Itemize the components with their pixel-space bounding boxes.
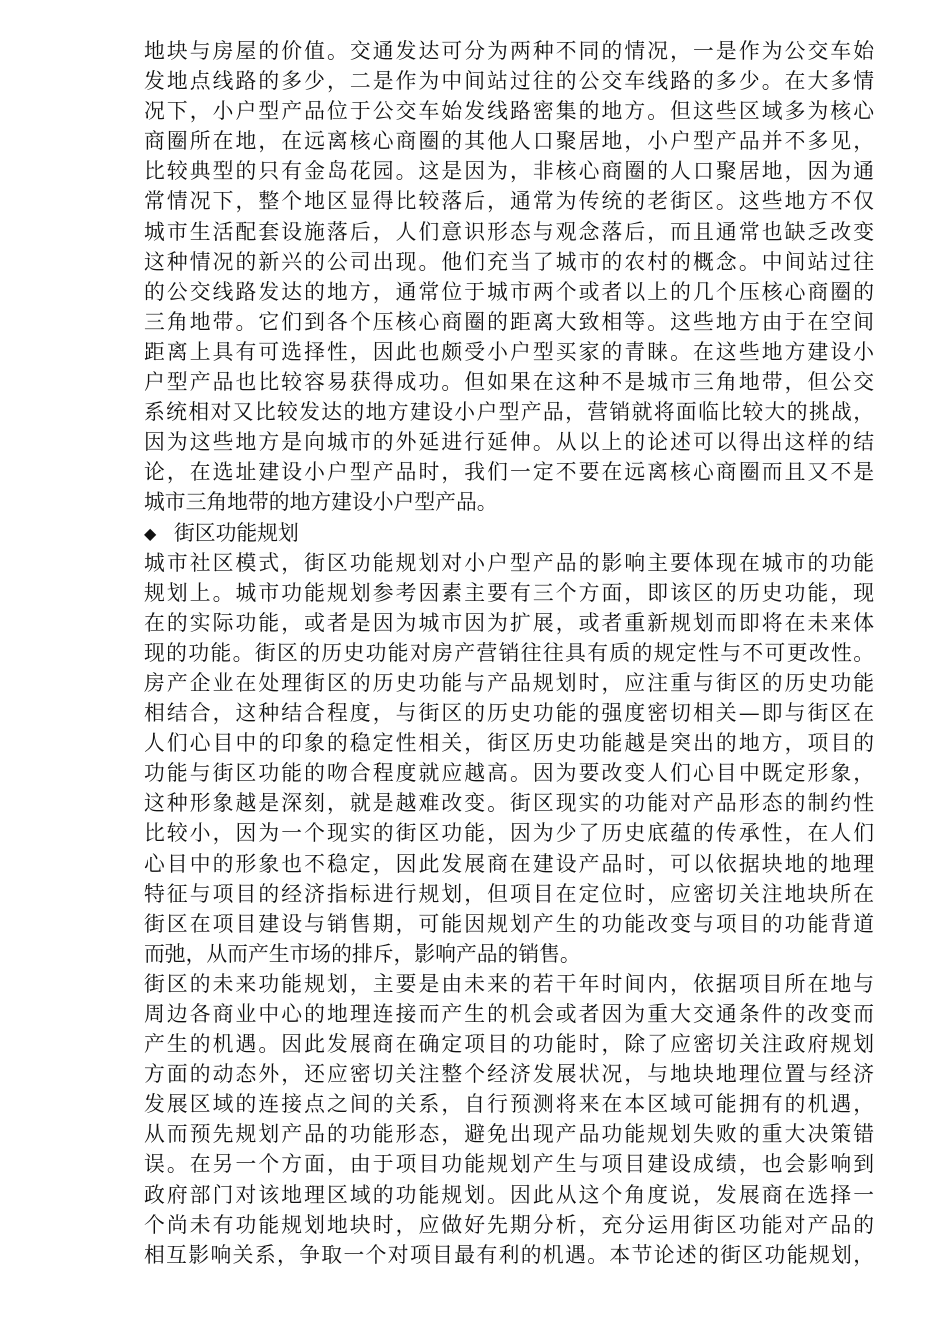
text-line: 功能与街区功能的吻合程度就应越高。因为要改变人们心目中既定形象，	[144, 761, 874, 786]
text-line: 规划上。城市功能规划参考因素主要有三个方面，即该区的历史功能，现	[144, 580, 874, 605]
text-line: 比较典型的只有金岛花园。这是因为，非核心商圈的人口聚居地，因为通	[144, 159, 874, 184]
text-line: 的公交线路发达的地方，通常位于城市两个或者以上的几个压核心商圈的	[144, 279, 874, 304]
text-line: 政府部门对该地理区域的功能规划。因此从这个角度说，发展商在选择一	[144, 1182, 874, 1207]
text-line: 而弛，从而产生市场的排斥，影响产品的销售。	[144, 941, 581, 966]
text-line: 这种情况的新兴的公司出现。他们充当了城市的农村的概念。中间站过往	[144, 249, 874, 274]
text-line: 现的功能。街区的历史功能对房产营销往往具有质的规定性与不可更改性。	[144, 640, 874, 665]
text-line: 误。在另一个方面，由于项目功能规划产生与项目建设成绩，也会影响到	[144, 1152, 874, 1177]
text-line: 个尚未有功能规划地块时，应做好先期分析，充分运用街区功能对产品的	[144, 1212, 874, 1237]
text-line: 发地点线路的多少，二是作为中间站过往的公交车线路的多少。在大多情	[144, 69, 874, 94]
document-page	[144, 36, 874, 1270]
text-line: 心目中的形象也不稳定，因此发展商在建设产品时，可以依据块地的地理	[144, 851, 874, 876]
text-line: 城市社区模式，街区功能规划对小户型产品的影响主要体现在城市的功能	[144, 550, 874, 575]
text-line: 户型产品也比较容易获得成功。但如果在这种不是城市三角地带，但公交	[144, 370, 874, 395]
section-heading	[144, 518, 874, 548]
text-line: 因为这些地方是向城市的外延进行延伸。从以上的论述可以得出这样的结	[144, 430, 874, 455]
text-line: 况下，小户型产品位于公交车始发线路密集的地方。但这些区域多为核心	[144, 99, 874, 124]
text-line: 方面的动态外，还应密切关注整个经济发展状况，与地块地理位置与经济	[144, 1062, 874, 1087]
section-heading-text: 街区功能规划	[174, 520, 299, 545]
text-line: 城市三角地带的地方建设小户型产品。	[144, 490, 498, 515]
text-line: 周边各商业中心的地理连接而产生的机会或者因为重大交通条件的改变而	[144, 1002, 874, 1026]
paragraph-transport	[144, 36, 874, 518]
paragraph-future-function	[144, 969, 874, 1270]
text-line: 相互影响关系，争取一个对项目最有利的机遇。本节论述的街区功能规划，	[144, 1242, 874, 1267]
text-line: 常情况下，整个地区显得比较落后，通常为传统的老街区。这些地方不仅	[144, 189, 874, 214]
text-line: 房产企业在处理街区的历史功能与产品规划时，应注重与街区的历史功能	[144, 670, 874, 695]
text-line: 地块与房屋的价值。交通发达可分为两种不同的情况，一是作为公交车始	[144, 39, 874, 63]
text-line: 相结合，这种结合程度，与街区的历史功能的强度密切相关—即与街区在	[144, 701, 874, 726]
text-line: 街区的未来功能规划，主要是由未来的若干年时间内，依据项目所在地与	[144, 971, 874, 996]
text-line: 在的实际功能，或者是因为城市因为扩展，或者重新规划而即将在未来体	[144, 610, 874, 635]
text-line: 距离上具有可选择性，因此也颇受小户型买家的青睐。在这些地方建设小	[144, 339, 874, 364]
text-line: 系统相对又比较发达的地方建设小户型产品，营销就将面临比较大的挑战，	[144, 400, 874, 425]
text-line: 发展区域的连接点之间的关系，自行预测将来在本区域可能拥有的机遇，	[144, 1092, 874, 1117]
text-line: 这种形象越是深刻，就是越难改变。街区现实的功能对产品形态的制约性	[144, 791, 874, 816]
text-line: 从而预先规划产品的功能形态，避免出现产品功能规划失败的重大决策错	[144, 1122, 874, 1147]
text-line: 城市生活配套设施落后，人们意识形态与观念落后，而且通常也缺乏改变	[144, 219, 874, 244]
text-line: 商圈所在地，在远离核心商圈的其他人口聚居地，小户型产品并不多见，	[144, 129, 874, 154]
text-line: 人们心目中的印象的稳定性相关，街区历史功能越是突出的地方，项目的	[144, 731, 874, 756]
paragraph-district-function	[144, 548, 874, 969]
diamond-bullet-icon: ◆	[144, 523, 157, 543]
text-line: 三角地带。它们到各个压核心商圈的距离大致相等。这些地方由于在空间	[144, 309, 874, 334]
text-line: 街区在项目建设与销售期，可能因规划产生的功能改变与项目的功能背道	[144, 911, 874, 936]
text-line: 产生的机遇。因此发展商在确定项目的功能时，除了应密切关注政府规划	[144, 1032, 874, 1057]
text-line: 论，在选址建设小户型产品时，我们一定不要在远离核心商圈而且又不是	[144, 460, 874, 485]
text-line: 比较小，因为一个现实的街区功能，因为少了历史底蕴的传承性，在人们	[144, 821, 874, 846]
text-line: 特征与项目的经济指标进行规划，但项目在定位时，应密切关注地块所在	[144, 881, 874, 906]
